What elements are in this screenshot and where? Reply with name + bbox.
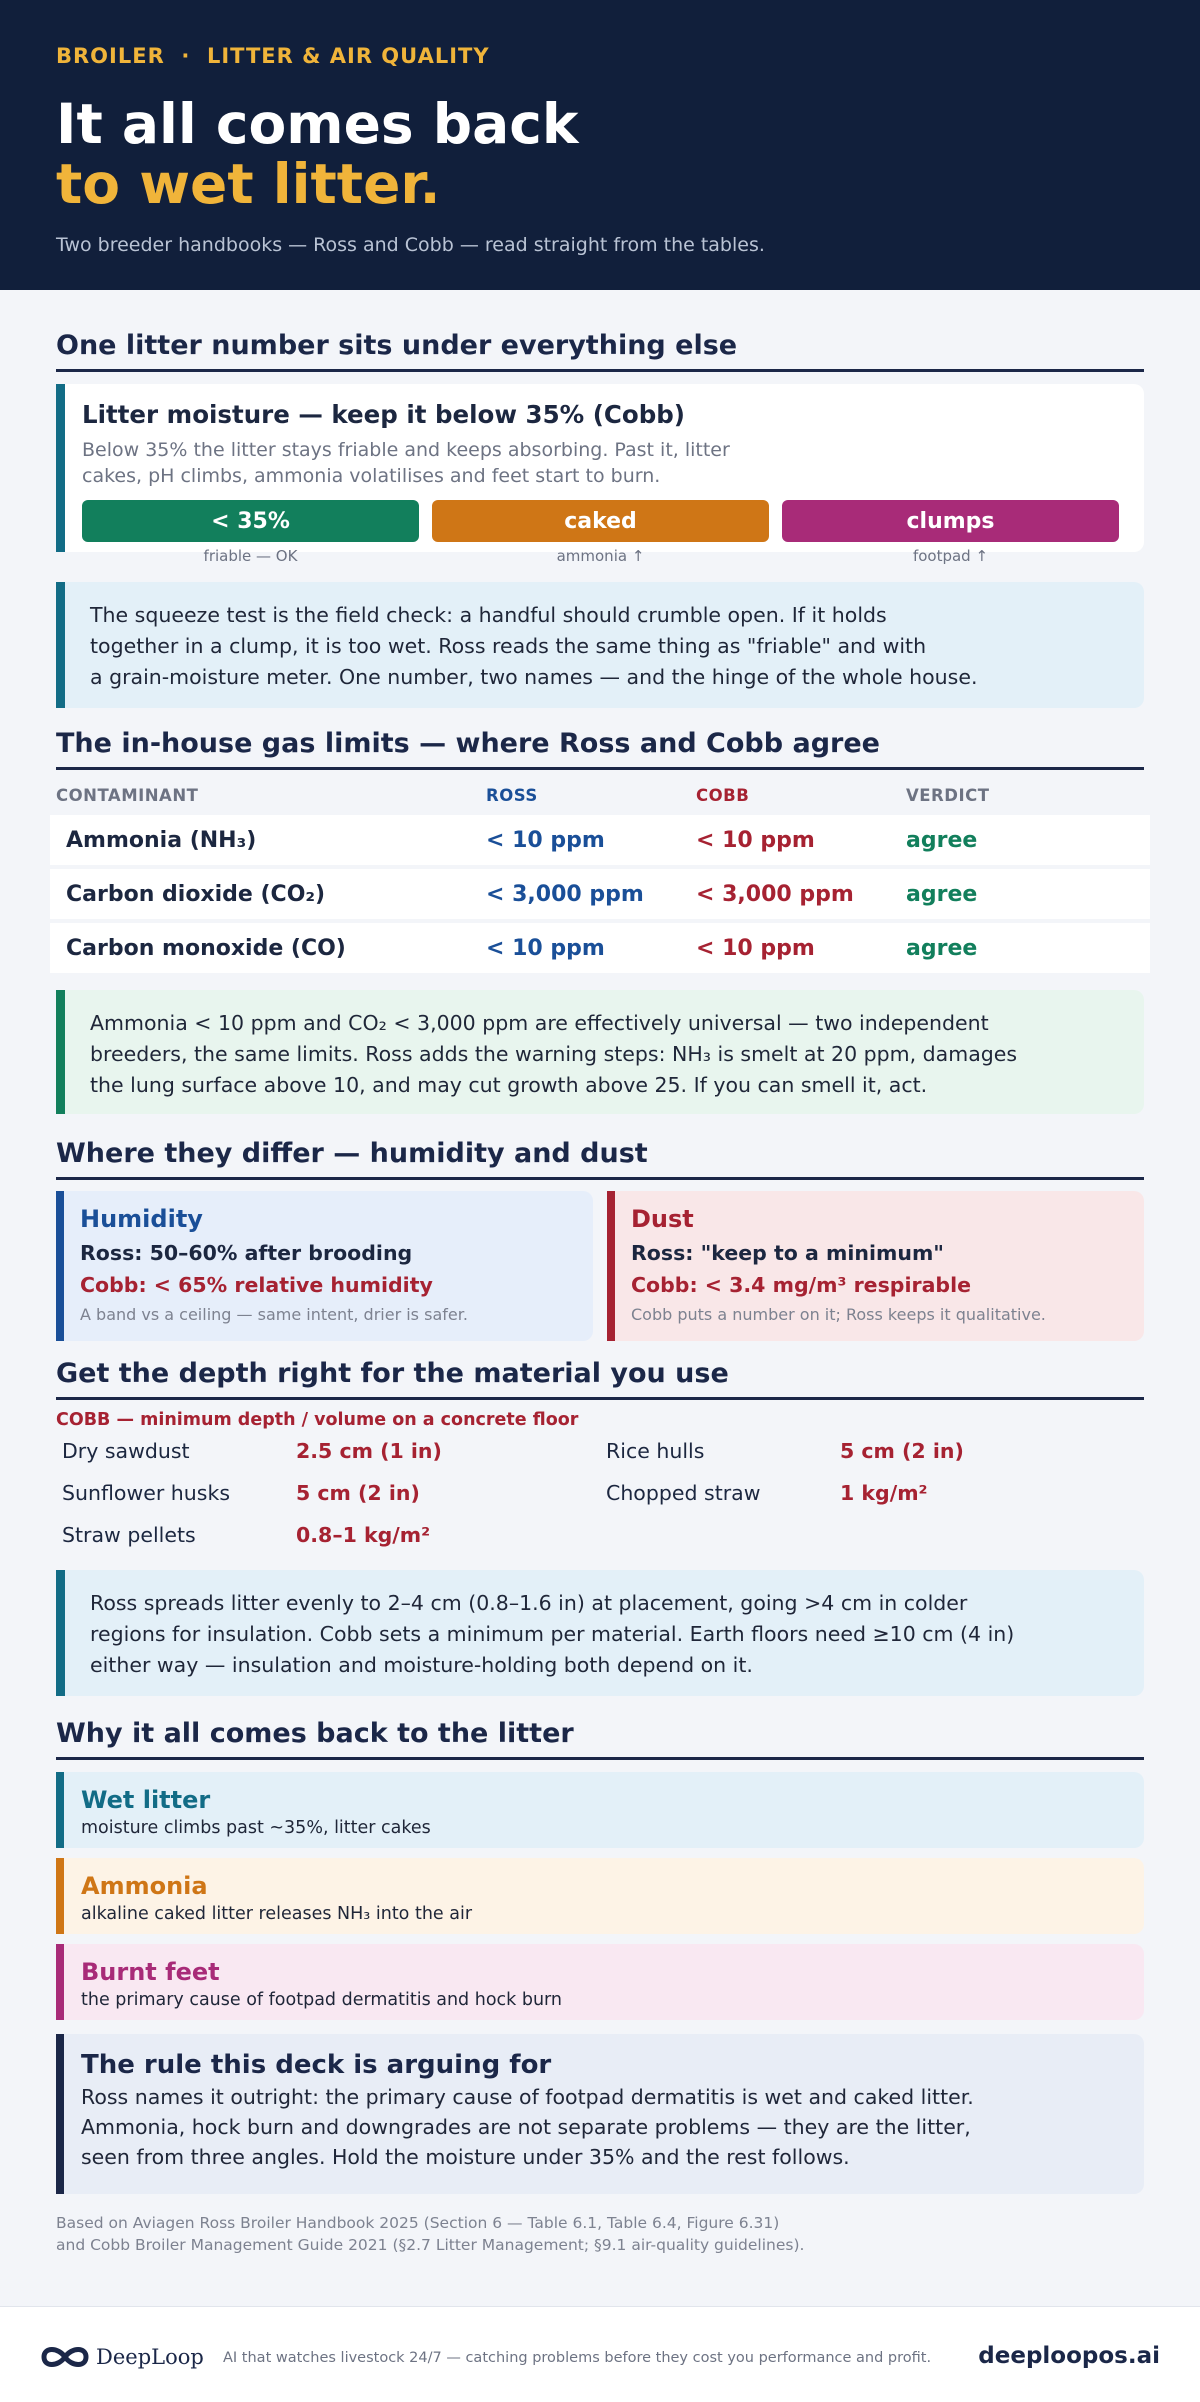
depth-material: Rice hulls <box>606 1439 705 1463</box>
footer <box>0 2306 1200 2402</box>
dust-footnote: Cobb puts a number on it; Ross keeps it qualitative. <box>631 1305 1046 1324</box>
pill-caption: footpad ↑ <box>912 547 989 565</box>
col-verdict: VERDICT <box>906 786 990 805</box>
moisture-pill-clumps <box>782 500 1119 565</box>
humidity-title: Humidity <box>80 1205 203 1233</box>
dust-title: Dust <box>631 1205 694 1233</box>
humidity-footnote: A band vs a ceiling — same intent, drier is safer. <box>80 1305 468 1324</box>
hero-title-line2: to wet litter. <box>56 152 441 216</box>
rule-title: The rule this deck is arguing for <box>81 2050 552 2080</box>
table-row: Ammonia (NH₃) < 10 ppm < 10 ppm agree <box>50 815 1150 865</box>
table-row: Carbon dioxide (CO₂) < 3,000 ppm < 3,000 ppm agree <box>50 869 1150 919</box>
sources-note: Based on Aviagen Ross Broiler Handbook 2025 (Section 6 — Table 6.1, Table 6.4, Figure 6.31) and Cobb Broiler Management Guide 2021 (§2.7 Litter Management; §9.1 air-quality guidelines). <box>56 2214 805 2254</box>
depth-value: 2.5 cm (1 in) <box>296 1439 442 1463</box>
col-contaminant: CONTAMINANT <box>56 786 199 805</box>
depth-value: 5 cm (2 in) <box>840 1439 964 1463</box>
chain-step-ammonia: Ammonia alkaline caked litter releases NH₃ into the air <box>56 1858 1144 1934</box>
depth-material: Dry sawdust <box>62 1439 190 1463</box>
differ-heading: Where they differ — humidity and dust <box>56 1138 1144 1180</box>
dust-cobb: Cobb: < 3.4 mg/m³ respirable <box>631 1273 972 1297</box>
why-heading: Why it all comes back to the litter <box>56 1718 1144 1760</box>
hero-banner <box>0 0 1200 290</box>
pill-caption: ammonia ↑ <box>556 547 645 565</box>
col-ross: ROSS <box>486 786 538 805</box>
depth-subheading: COBB — minimum depth / volume on a concrete floor <box>56 1410 579 1430</box>
moisture-heading: One litter number sits under everything else <box>56 330 1144 372</box>
rule-card <box>56 2034 1144 2194</box>
humidity-cobb: Cobb: < 65% relative humidity <box>80 1273 433 1297</box>
dust-card <box>607 1191 1144 1341</box>
depth-note: Ross spreads litter evenly to 2–4 cm (0.8–1.6 in) at placement, going >4 cm in colder regions for insulation. Cobb sets a minimum per material. Earth floors need ≥10 cm (4 in) either way — insulation and moisture-holding both depend on it. <box>56 1570 1144 1696</box>
footer-brand: DeepLoop <box>96 2345 204 2369</box>
table-row: Carbon monoxide (CO) < 10 ppm < 10 ppm agree <box>50 923 1150 973</box>
gas-agree-note: Ammonia < 10 ppm and CO₂ < 3,000 ppm are effectively universal — two independent breeders, the same limits. Ross adds the warning steps: NH₃ is smelt at 20 ppm, damages the lung surface above 10, and may cut growth above 25. If you can smell it, act. <box>56 990 1144 1114</box>
humidity-card <box>56 1191 593 1341</box>
col-cobb: COBB <box>696 786 750 805</box>
hero-kicker: BROILER · LITTER & AIR QUALITY <box>56 44 490 68</box>
dust-ross: Ross: "keep to a minimum" <box>631 1241 944 1265</box>
chain-step-wet-litter: Wet litter moisture climbs past ~35%, litter cakes <box>56 1772 1144 1848</box>
moisture-card-title: Litter moisture — keep it below 35% (Cobb) <box>82 400 685 429</box>
deeploop-logo-icon <box>38 2344 92 2370</box>
depth-value: 0.8–1 kg/m² <box>296 1523 431 1547</box>
depth-value: 1 kg/m² <box>840 1481 928 1505</box>
pill-caption: friable — OK <box>203 547 298 565</box>
rule-text: Ross names it outright: the primary cause of footpad dermatitis is wet and caked litter. Ammonia, hock burn and downgrades are not separate problems — they are the litter, seen from three angles. Hold the moisture under 35% and the rest follows. <box>81 2085 974 2169</box>
depth-material: Chopped straw <box>606 1481 761 1505</box>
pill-label: clumps <box>782 500 1119 542</box>
depth-material: Sunflower husks <box>62 1481 230 1505</box>
hero-title-line1: It all comes back <box>56 92 579 156</box>
pill-label: < 35% <box>82 500 419 542</box>
footer-url[interactable]: deeploopos.ai <box>978 2343 1160 2369</box>
moisture-pill-ok <box>82 500 419 565</box>
depth-material: Straw pellets <box>62 1523 196 1547</box>
hero-subtitle: Two breeder handbooks — Ross and Cobb — read straight from the tables. <box>56 234 765 256</box>
chain-step-burnt-feet: Burnt feet the primary cause of footpad dermatitis and hock burn <box>56 1944 1144 2020</box>
pill-label: caked <box>432 500 769 542</box>
depth-heading: Get the depth right for the material you use <box>56 1358 1144 1400</box>
gas-heading: The in-house gas limits — where Ross and Cobb agree <box>56 728 1144 770</box>
footer-tagline: AI that watches livestock 24/7 — catching problems before they cost you performance and profit. <box>223 2350 932 2366</box>
squeeze-test-note: The squeeze test is the field check: a handful should crumble open. If it holds together in a clump, it is too wet. Ross reads the same thing as "friable" and with a grain-moisture meter. One number, two names — and the hinge of the whole house. <box>56 582 1144 708</box>
humidity-ross: Ross: 50–60% after brooding <box>80 1241 413 1265</box>
moisture-card-desc: Below 35% the litter stays friable and keeps absorbing. Past it, litter cakes, pH climbs, ammonia volatilises and feet start to burn. <box>82 439 730 487</box>
moisture-pill-caked <box>432 500 769 565</box>
depth-value: 5 cm (2 in) <box>296 1481 420 1505</box>
